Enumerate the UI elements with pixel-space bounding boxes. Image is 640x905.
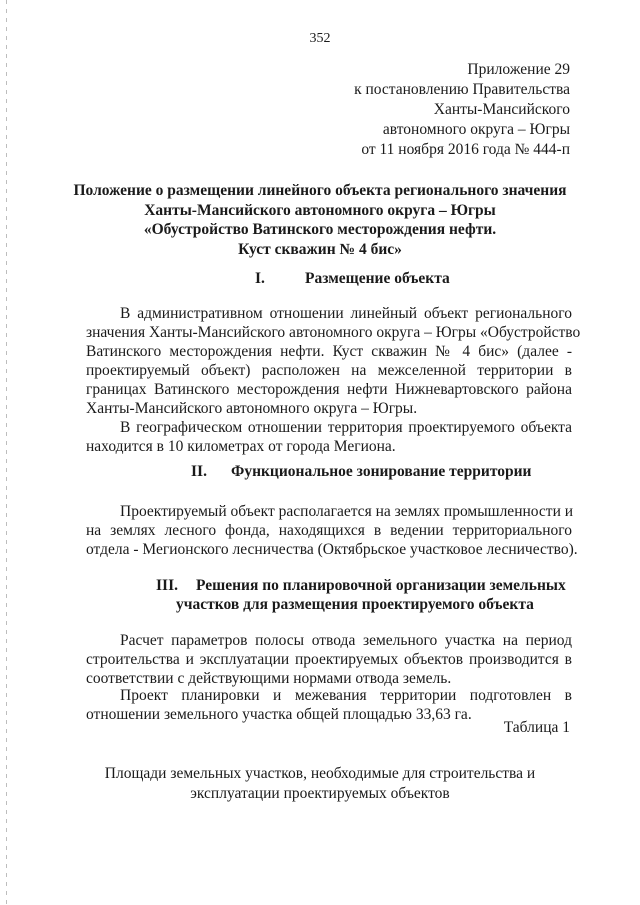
section-2-title: Функциональное зонирование территории <box>231 463 532 480</box>
appendix-line: от 11 ноября 2016 года № 444-п <box>361 141 570 158</box>
section-3-title-line-2: участков для размещения проектируемого объекта <box>176 596 534 613</box>
text-line: отдела - Мегионского лесничества (Октябрьское участковое лесничество). <box>86 541 578 558</box>
text-line: Ханты-Мансийского автономного округа – Югры. <box>86 400 418 417</box>
section-1-title: Размещение объекта <box>305 270 450 287</box>
appendix-block <box>354 60 570 160</box>
text-line: значения Ханты-Мансийского автономного округа – Югры «Обустройство <box>86 324 581 341</box>
text-line: Проектируемый объект располагается на землях промышленности и <box>120 503 574 520</box>
text-line: Расчет параметров полосы отвода земельного участка на период <box>120 632 572 649</box>
appendix-line: Ханты-Мансийского <box>433 101 570 118</box>
table-label: Таблица 1 <box>503 719 570 736</box>
title-line: «Обустройство Ватинского месторождения нефти. <box>143 221 497 238</box>
title-line: Положение о размещении линейного объекта регионального значения <box>73 182 567 199</box>
title-line: Куст скважин № 4 бис» <box>238 240 402 258</box>
text-line: Ватинского месторождения нефти. Куст скважин № 4 бис» (далее - <box>86 343 572 360</box>
section-3-number: III. <box>156 577 178 594</box>
caption-line: Площади земельных участков, необходимые для строительства и <box>104 765 536 782</box>
text-line: границах Ватинского месторождения нефти Нижневартовского района <box>86 381 572 398</box>
text-line: проектируемый объект) расположен на межселенной территории в <box>86 362 572 379</box>
caption-line: эксплуатации проектируемых объектов <box>190 785 450 802</box>
page-number: 352 <box>309 31 331 46</box>
appendix-line: Приложение 29 <box>467 61 570 78</box>
appendix-line: к постановлению Правительства <box>354 81 570 98</box>
section-1-heading <box>255 269 450 289</box>
text-line: строительства и эксплуатации проектируемых объектов производится в <box>86 651 572 668</box>
text-line: находится в 10 километрах от города Мегиона. <box>86 438 396 455</box>
text-line: Проект планировки и межевания территории подготовлен в <box>120 687 572 704</box>
section-3-heading <box>156 576 566 596</box>
section-3-paragraph-2 <box>86 686 572 724</box>
appendix-line: автономного округа – Югры <box>382 121 570 138</box>
section-1-number: I. <box>255 270 265 287</box>
text-line: на землях лесного фонда, находящихся в ведении территориального <box>86 522 572 539</box>
document-title <box>0 181 640 259</box>
section-3-heading-continued <box>176 595 534 615</box>
section-2-paragraph-1 <box>86 502 578 559</box>
table-caption <box>0 764 640 804</box>
text-line: соответствии с действующими нормами отвода земель. <box>86 670 452 687</box>
section-3-paragraph-1 <box>86 631 572 688</box>
text-line: В административном отношении линейный объект регионального <box>120 305 572 322</box>
section-3-title-line-1: Решения по планировочной организации земельных <box>196 577 566 594</box>
title-line: Ханты-Мансийского автономного округа – Югры <box>144 201 496 219</box>
section-2-number: II. <box>191 463 207 480</box>
section-1-paragraph-1 <box>86 304 581 418</box>
text-line: В географическом отношении территория проектируемого объекта <box>120 419 572 436</box>
section-1-paragraph-2 <box>86 418 572 456</box>
text-line: отношении земельного участка общей площадью 33,63 га. <box>86 706 472 723</box>
section-2-heading <box>191 462 531 482</box>
